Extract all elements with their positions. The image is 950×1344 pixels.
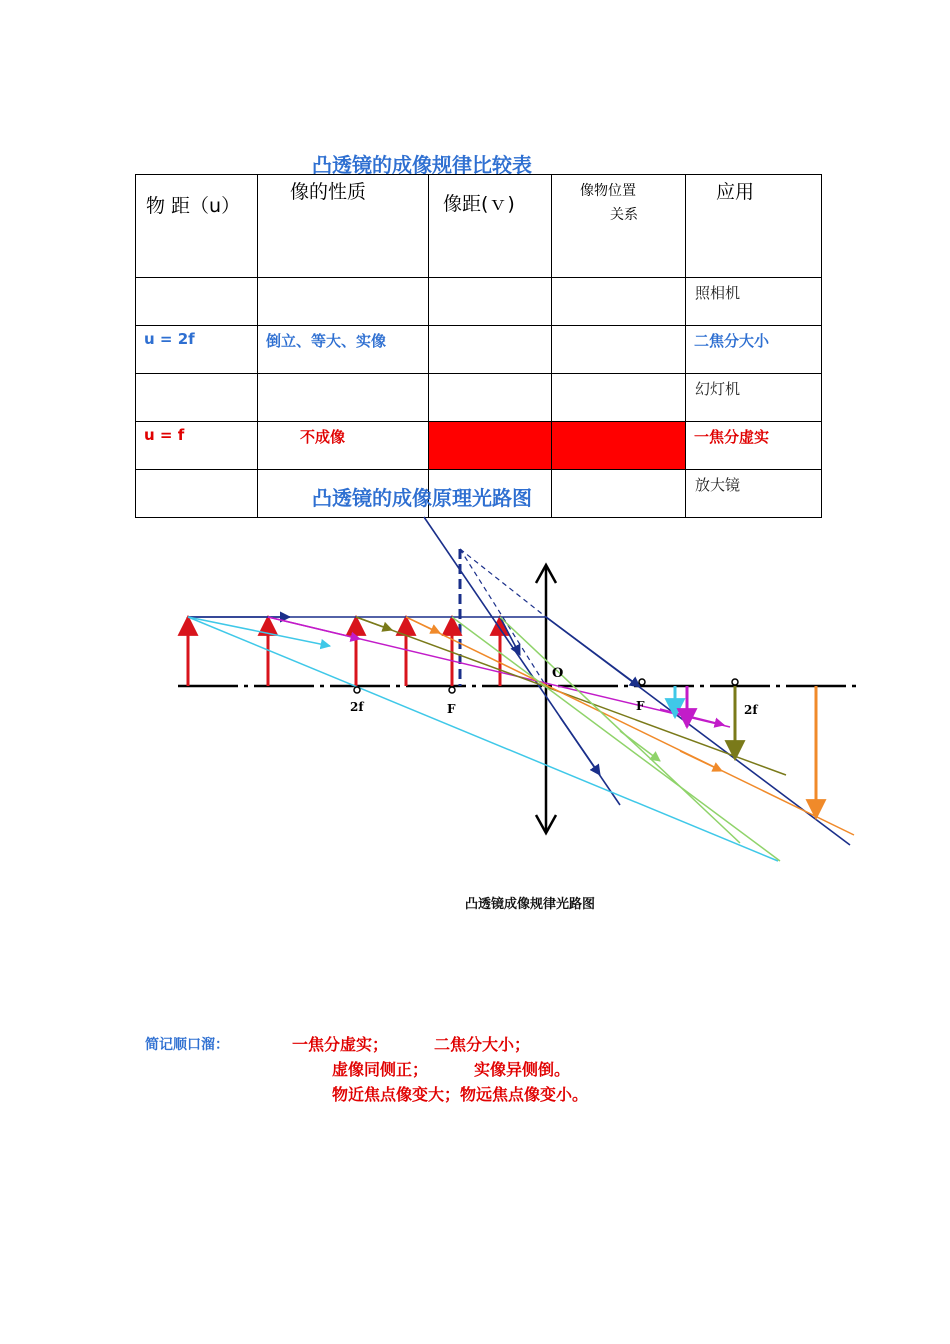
cell-u: u = 2f (136, 326, 258, 374)
header-relation-line2: 关系 (610, 207, 638, 223)
cell-application: 一焦分虚实 (686, 422, 822, 470)
mnemonic-line2b: 实像异侧倒。 (474, 1060, 571, 1079)
label-2f-left: 2f (350, 700, 364, 714)
mnemonic-line1a: 一焦分虚实； (292, 1035, 389, 1054)
ray-arrow (188, 617, 330, 646)
cell-nature (258, 374, 429, 422)
ray-arrow (406, 617, 440, 633)
mnemonic-line2a: 虚像同侧正； (332, 1060, 429, 1079)
table-title: 凸透镜的成像规律比较表 (312, 153, 532, 177)
header-image-nature: 像的性质 (258, 175, 429, 278)
mnemonic-line1b: 二焦分大小； (434, 1035, 531, 1054)
diagram-caption: 凸透镜成像规律光路图 (465, 897, 596, 912)
cell-v (429, 278, 552, 326)
cell-application: 幻灯机 (686, 374, 822, 422)
diagram-title: 凸透镜的成像原理光路图 (312, 486, 532, 510)
cell-application: 放大镜 (686, 470, 822, 518)
point-f-right (639, 679, 645, 685)
mnemonic-label: 简记顺口溜： (145, 1037, 229, 1053)
ray-olive (356, 617, 786, 775)
label-2f-right: 2f (744, 703, 758, 717)
ray-diagram (160, 505, 862, 875)
header-application: 应用 (686, 175, 822, 278)
cell-relation-filled (552, 422, 686, 470)
comparison-table (135, 174, 822, 518)
cell-v-filled (429, 422, 552, 470)
label-origin: O (552, 666, 564, 681)
cell-nature: 倒立、等大、实像 (258, 326, 429, 374)
point-2f-left (354, 687, 360, 693)
ray-green (452, 617, 780, 861)
table-row (136, 278, 822, 326)
header-image-distance: 像距(ｖ) (429, 175, 552, 278)
point-f-left (449, 687, 455, 693)
label-f-left: F (447, 702, 456, 716)
table-row (136, 326, 822, 374)
ray-orange (406, 617, 854, 835)
cell-u: u = f (136, 422, 258, 470)
ray-arrow (680, 751, 722, 771)
header-position-relation (552, 175, 686, 278)
cell-nature: 不成像 (258, 422, 429, 470)
cell-v (429, 374, 552, 422)
cell-relation (552, 326, 686, 374)
cell-v (429, 326, 552, 374)
cell-nature (258, 278, 429, 326)
cell-application: 二焦分大小 (686, 326, 822, 374)
ray-arrow (356, 617, 392, 630)
table-row (136, 374, 822, 422)
point-2f-right (732, 679, 738, 685)
ray-green-2 (500, 617, 740, 843)
ray-arrow (660, 709, 724, 725)
ray-parallel (188, 617, 850, 845)
cell-relation (552, 278, 686, 326)
mnemonic-line3: 物近焦点像变大；物远焦点像变小。 (332, 1085, 589, 1104)
table-header-row (136, 175, 822, 278)
label-f-right: F (636, 699, 645, 713)
header-object-distance: 物 距（u） (136, 175, 258, 278)
header-relation-line1: 像物位置 (580, 183, 636, 199)
virtual-extension-line (460, 549, 546, 617)
cell-relation (552, 374, 686, 422)
ray-arrow (500, 617, 520, 655)
table-row (136, 422, 822, 470)
cell-application: 照相机 (686, 278, 822, 326)
cell-u (136, 278, 258, 326)
object-arrows (188, 617, 500, 686)
ray-arrow (560, 717, 600, 775)
cell-u (136, 374, 258, 422)
